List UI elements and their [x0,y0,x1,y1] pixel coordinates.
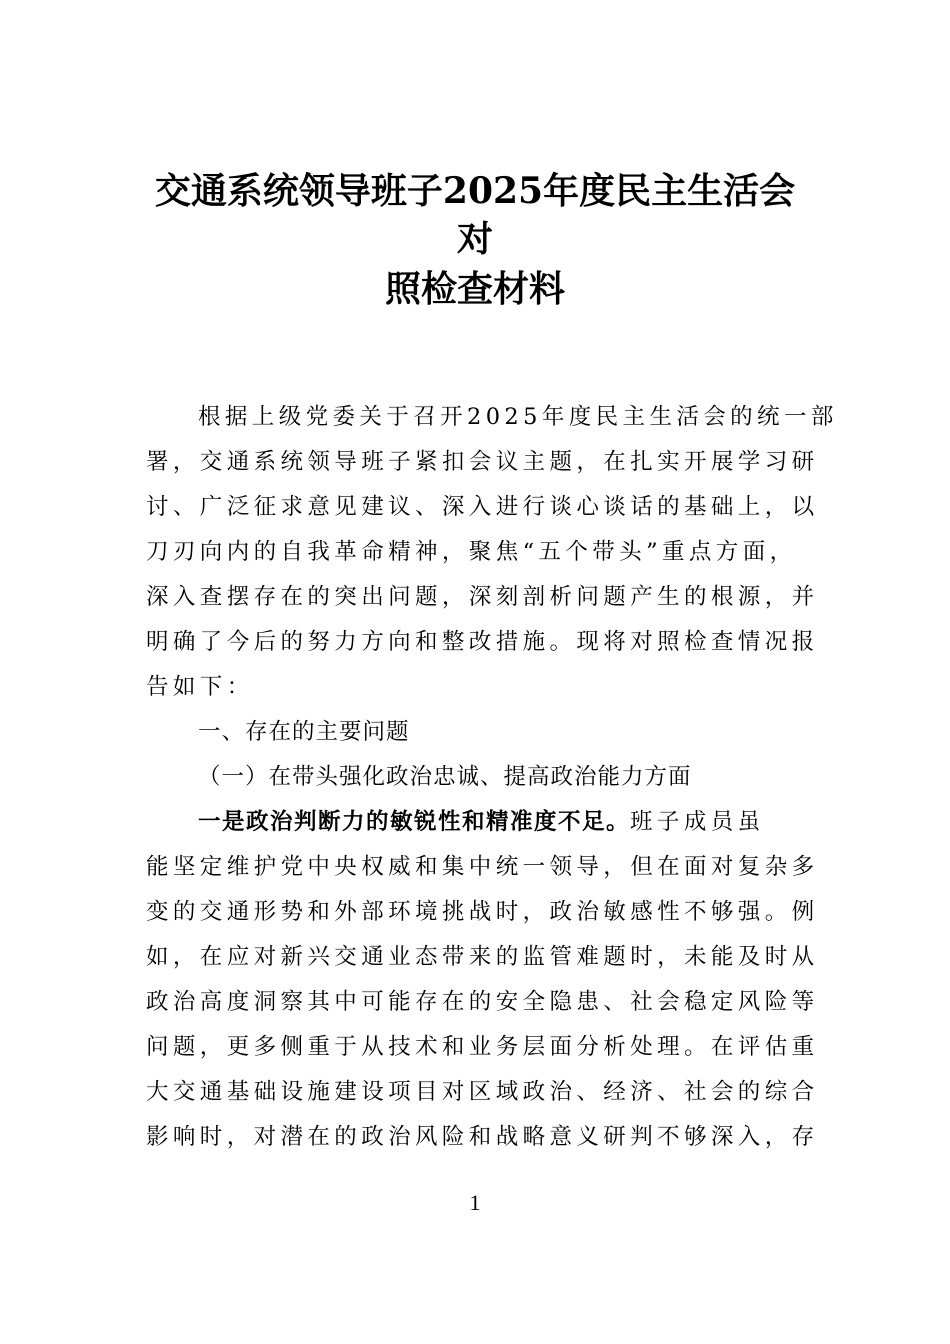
point-line: 影响时，对潜在的政治风险和战略意义研判不够深入，存 [146,1124,819,1150]
document-title-line-1: 交通系统领导班子2025年度民主生活会对 [154,170,796,260]
point-line: 变的交通形势和外部环境挑战时，政治敏感性不够强。例 [146,899,819,925]
document-title-line-2: 照检查材料 [384,268,565,310]
point-line: 问题，更多侧重于从技术和业务层面分析处理。在评估重 [146,1034,819,1060]
point-line: 政治高度洞察其中可能存在的安全隐患、社会稳定风险等 [146,989,819,1015]
point-first-line [146,800,806,845]
point-lead-rest: 班子成员虽 [630,809,765,835]
document-body [146,395,838,1160]
section-heading: 一、存在的主要问题 [198,719,410,745]
point-line: 能坚定维护党中央权威和集中统一领导，但在面对复杂多 [146,854,819,880]
intro-line: 告如下： [146,674,254,700]
intro-line: 刀刃向内的自我革命精神，聚焦“五个带头”重点方面， [146,539,797,565]
page-number: 1 [469,1190,481,1215]
point-bold-lead: 一是政治判断力的敏锐性和精准度不足。 [198,809,631,835]
intro-line: 署，交通系统领导班子紧扣会议主题，在扎实开展学习研 [146,449,819,475]
intro-line: 讨、广泛征求意见建议、深入进行谈心谈话的基础上，以 [146,494,819,520]
intro-line: 深入查摆存在的突出问题，深刻剖析问题产生的根源，并 [146,584,819,610]
point-line: 大交通基础设施建设项目对区域政治、经济、社会的综合 [146,1079,819,1105]
point-line: 如，在应对新兴交通业态带来的监管难题时，未能及时从 [146,944,819,970]
intro-line: 根据上级党委关于召开2025年度民主生活会的统一部 [198,404,838,430]
intro-line: 明确了今后的努力方向和整改措施。现将对照检查情况报 [146,629,819,655]
subsection-heading: （一）在带头强化政治忠诚、提高政治能力方面 [198,764,692,790]
